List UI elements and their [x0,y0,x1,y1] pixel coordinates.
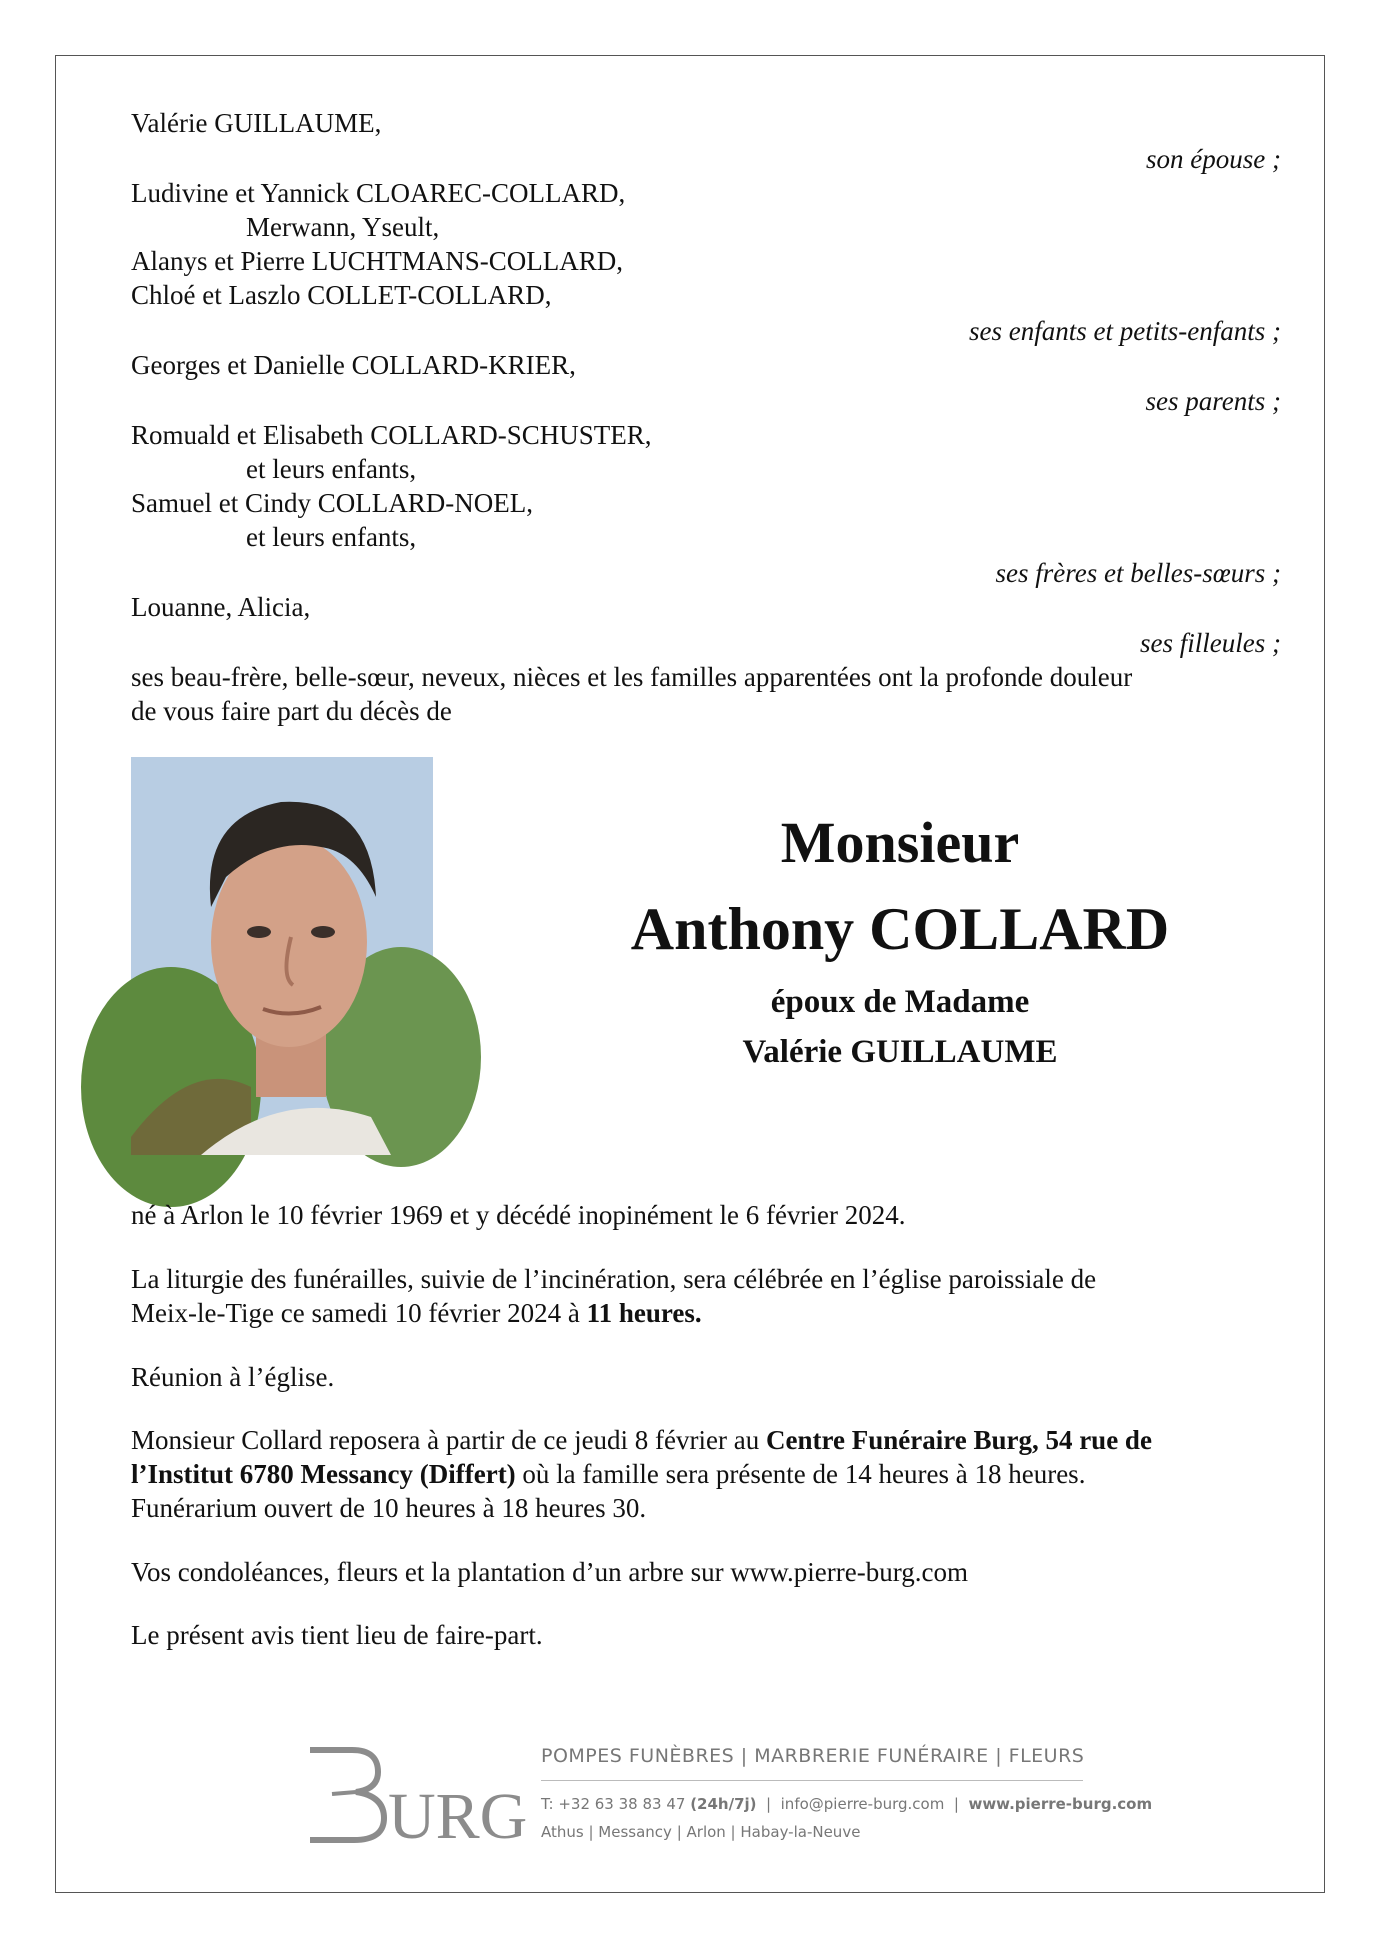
burg-logo [300,1742,528,1853]
deceased-title: Monsieur [780,810,1020,875]
funeral-center-name: Centre Funéraire Burg, 54 rue de [766,1425,1152,1455]
contact-email: | info@pierre-burg.com | [756,1795,969,1813]
spouse-line-2: Valérie GUILLAUME [742,1034,1058,1070]
liturgy-line-2 [131,1296,1281,1330]
meeting-text: Réunion à l’église. [131,1362,335,1392]
liturgy-paragraph [131,1262,1281,1330]
birth-death-text: né à Arlon le 10 février 1969 et y décédé inopinément le 6 février 2024. [131,1200,906,1230]
extended-family-line-1: ses beau-frère, belle-sœur, neveux, nièces et les familles apparentées ont la profonde douleur [131,662,1133,692]
grandchildren: Merwann, Yseult, [246,212,440,242]
child-1: Ludivine et Yannick CLOAREC-COLLARD, [131,178,626,208]
contact-hours: (24h/7j) [690,1795,757,1813]
resting-line-2 [131,1457,1281,1491]
portrait-photo [131,757,433,1155]
goddaughters-name: Louanne, Alicia, [131,592,311,622]
sibling-2-children: et leurs enfants, [246,522,417,552]
services-line: POMPES FUNÈBRES | MARBRERIE FUNÉRAIRE | FLEURS [541,1745,1085,1767]
liturgy-time: 11 heures. [586,1298,702,1328]
parents-name: Georges et Danielle COLLARD-KRIER, [131,350,576,380]
resting-line-2-text: où la famille sera présente de 14 heures à 18 heures. [515,1459,1086,1489]
liturgy-line-2-text: Meix-le-Tige ce samedi 10 février 2024 à [131,1298,587,1328]
siblings-role: ses frères et belles-sœurs ; [995,558,1281,588]
children-role: ses enfants et petits-enfants ; [969,316,1281,346]
locations-line: Athus | Messancy | Arlon | Habay-la-Neuve [541,1823,861,1841]
spouse-line-1: époux de Madame [770,984,1030,1020]
contact-website[interactable]: www.pierre-burg.com [968,1795,1153,1813]
condolences-text: Vos condoléances, fleurs et la plantation d’un arbre sur www.pierre-burg.com [131,1557,968,1587]
contact-phone: T: +32 63 38 83 47 [541,1795,691,1813]
sibling-1: Romuald et Elisabeth COLLARD-SCHUSTER, [131,420,652,450]
resting-paragraph [131,1423,1281,1525]
spouse-name: Valérie GUILLAUME, [131,108,382,138]
resting-line-3: Funérarium ouvert de 10 heures à 18 heures 30. [131,1493,647,1523]
notice-text: Le présent avis tient lieu de faire-part. [131,1620,543,1650]
resting-line-1-text: Monsieur Collard reposera à partir de ce jeudi 8 février au [131,1425,766,1455]
spouse-role: son épouse ; [1146,144,1281,174]
child-3: Chloé et Laszlo COLLET-COLLARD, [131,280,552,310]
deceased-name: Anthony COLLARD [630,896,1170,962]
resting-line-1 [131,1423,1281,1457]
funeral-center-address: l’Institut 6780 Messancy (Differt) [131,1459,516,1489]
goddaughters-role: ses filleules ; [1140,628,1281,658]
logo-letters: URG [388,1780,528,1853]
liturgy-line-1: La liturgie des funérailles, suivie de l’incinération, sera célébrée en l’église paroissiale de [131,1264,1097,1294]
extended-family-line-2: de vous faire part du décès de [131,696,452,726]
footer-divider [541,1780,1083,1781]
sibling-1-children: et leurs enfants, [246,454,417,484]
portrait-illustration [131,757,433,1155]
contact-line [541,1795,1152,1813]
child-2: Alanys et Pierre LUCHTMANS-COLLARD, [131,246,623,276]
sibling-2: Samuel et Cindy COLLARD-NOEL, [131,488,533,518]
parents-role: ses parents ; [1145,386,1281,416]
